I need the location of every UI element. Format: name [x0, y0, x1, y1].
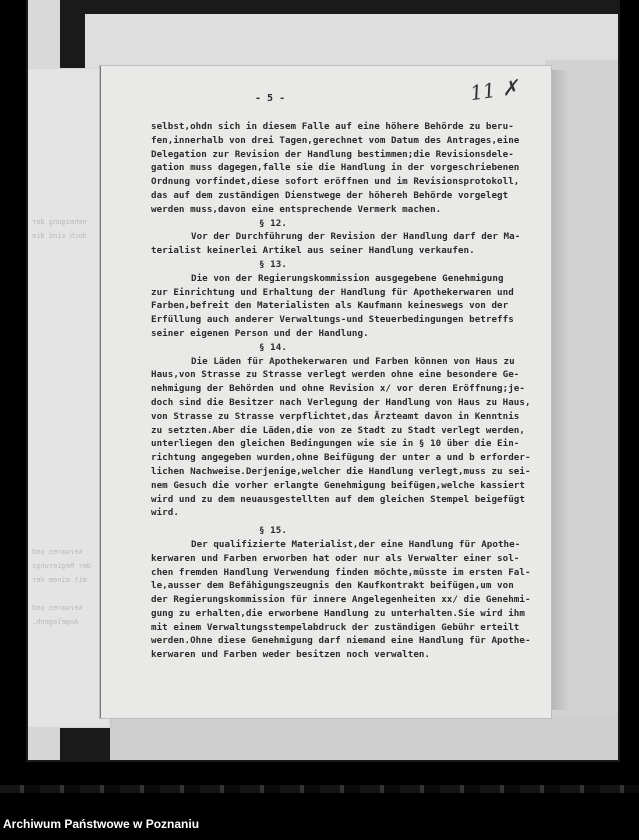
background-sheet — [85, 14, 618, 74]
text-line: chen fremden Handlung Verwendung finden möchte,müsste im ersten Fal- — [151, 566, 531, 578]
text-line: le,ausser dem Befähigungszeugnis den Kaufkontrakt beifügen,um von — [151, 580, 514, 592]
film-edge — [0, 785, 639, 793]
text-line: terialist keinerlei Artikel aus seiner Handlung verkaufen. — [151, 245, 475, 257]
text-line: Ordnung vorfindet,diese sofort eröffnen und im Revisionsprotokoll, — [151, 176, 520, 188]
text-line: nehmigung der Behörden und ohne Revision x/ vor deren Eröffnung;je- — [151, 383, 525, 395]
text-line: zu setzten.Aber die Läden,die von ze Stadt zu Stadt verlegt werden, — [151, 424, 525, 436]
text-line: gung zu erhalten,die erworbene Handlung zu unterhalten.Sie wird ihm — [151, 607, 525, 619]
section-heading: § 13. — [259, 258, 287, 270]
text-line: Farben,befreit den Materialisten als Kaufmann keineswegs von der — [151, 300, 509, 312]
text-line: der Regierungskommission für innere Angelegenheiten xx/ die Genehmi- — [151, 594, 531, 606]
text-line: richtung angegeben wurden,ohne Beifügung der unter a und b erforder- — [151, 452, 531, 464]
text-line: das auf dem zuständigen Dienstwege der höhereh Behörde vorgelegt — [151, 189, 509, 201]
text-line: werden muss,davon eine entsprechende Vermerk machen. — [151, 203, 442, 215]
adjacent-page: nehmigung der doch sind die kerwaren und der Regierungs mit einem Ver kerwaren und Angelegenh. — [28, 68, 112, 728]
text-line: Die von der Regierungskommission ausgegebene Genehmigung — [191, 272, 504, 284]
text-line: Der qualifizierte Materialist,der eine Handlung für Apothe- — [191, 538, 521, 550]
text-line: kerwaren und Farben weder besitzen noch verwalten. — [151, 649, 431, 661]
text-line: nem Gesuch die vorher erlangte Genehmigung beifügen,welche kassiert — [151, 479, 525, 491]
text-line: doch sind die Besitzer nach Verlegung der Handlung von Haus zu Haus, — [151, 396, 531, 408]
text-line: kerwaren und Farben erworben hat oder nur als Verwalter einer sol- — [151, 552, 520, 564]
text-line: fen,innerhalb von drei Tagen,gerechnet vom Datum des Antrages,eine — [151, 134, 520, 146]
text-line: Die Läden für Apothekerwaren und Farben können von Haus zu — [191, 355, 515, 367]
handwritten-folio-mark: 11 ✗ — [468, 74, 521, 106]
text-line: gation muss dagegen,falle sie die Handlung in der vorgeschriebenen — [151, 162, 520, 174]
archive-caption: Archiwum Państwowe w Poznaniu — [3, 817, 200, 831]
background-sheet — [28, 0, 60, 68]
section-heading: § 14. — [259, 341, 287, 353]
text-line: zur Einrichtung und Erhaltung der Handlung für Apothekerwaren und — [151, 286, 514, 298]
page-shadow — [548, 70, 568, 710]
background-sheet — [28, 728, 60, 760]
text-line: wird. — [151, 507, 179, 519]
background-sheet — [110, 715, 618, 760]
text-line: selbst,ohdn sich in diesem Falle auf eine höhere Behörde zu beru- — [151, 121, 514, 132]
text-line: seiner eigenen Person und der Handlung. — [151, 327, 369, 339]
text-line: wird und zu dem neuausgestellten auf dem gleichen Stempel beigefügt — [151, 493, 525, 505]
text-line: Delegation zur Revision der Handlung bestimmen;die Revisionsdele- — [151, 148, 514, 160]
text-line: unterliegen den gleichen Bedingungen wie sie in § 10 über die Ein- — [151, 438, 520, 450]
text-line: Haus,von Strasse zu Strasse verlegt werden ohne eine besondere Ge- — [151, 369, 520, 381]
text-line: lichen Nachweise.Derjenige,welcher die Handlung verlegt,muss zu sei- — [151, 465, 531, 477]
section-heading: § 15. — [259, 525, 287, 537]
document-body — [151, 120, 551, 662]
text-line: Vor der Durchführung der Revision der Handlung darf der Ma- — [191, 231, 521, 243]
text-line: mit einem Verwaltungsstempelabdruck der zuständigen Gebühr erteilt — [151, 621, 520, 633]
text-line: werden.Ohne diese Genehmigung darf niemand eine Handlung für Apothe- — [151, 635, 531, 647]
section-heading: § 12. — [259, 217, 287, 229]
text-line: von Strasse zu Strasse verpflichtet,das Ärzteamt davon in Kenntnis — [151, 410, 520, 422]
page-number: - 5 - — [255, 93, 286, 104]
text-line: Erfüllung auch anderer Verwaltungs-und Steuerbedingungen betreffs — [151, 314, 514, 326]
